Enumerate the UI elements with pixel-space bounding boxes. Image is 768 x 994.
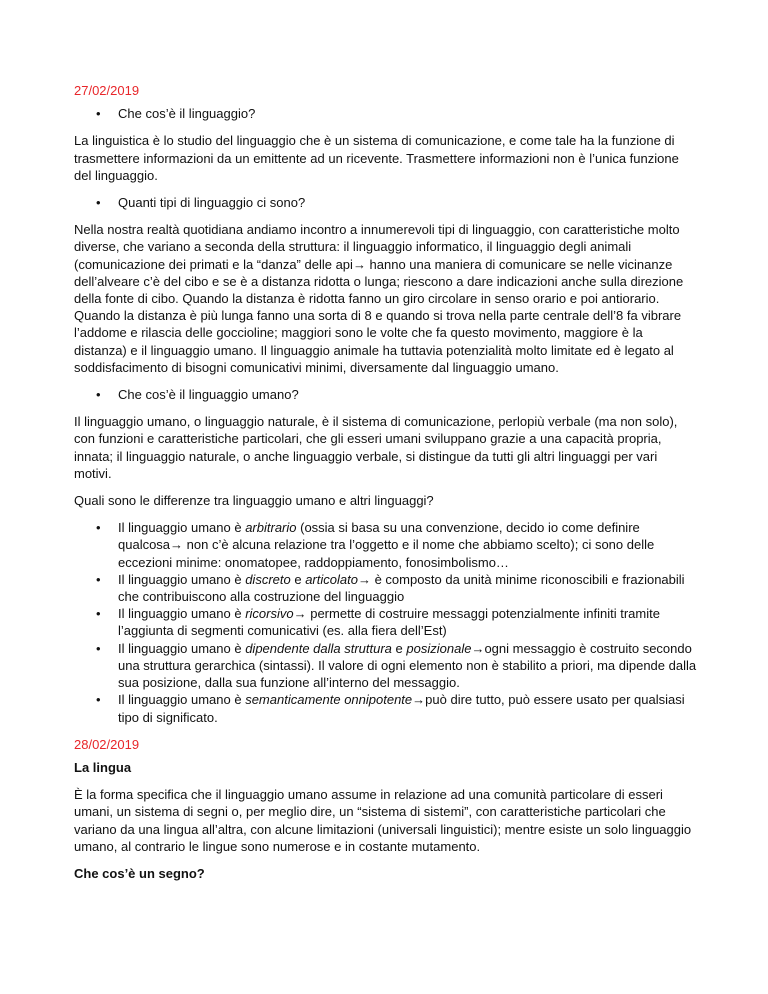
bullet-icon: • xyxy=(96,692,101,708)
term: ricorsivo xyxy=(245,606,294,622)
arrow-icon: → xyxy=(357,571,371,587)
text-run: (ossia si basa su una convenzione, decido io come definire qualcosa xyxy=(118,520,640,553)
term: dipendente dalla struttura xyxy=(245,640,392,656)
text-run: permette di costruire messaggi potenzialmente infiniti tramite l’aggiunta di segmenti comunicativi (es. alla fiera dell’Est) xyxy=(118,606,660,639)
text-run: Il linguaggio umano è xyxy=(118,520,246,536)
text-run: Il linguaggio umano è xyxy=(118,640,246,656)
bullet-icon: • xyxy=(96,387,101,403)
list-item xyxy=(74,605,698,639)
section-heading: Che cos’è un segno? xyxy=(74,865,205,881)
bullet-icon: • xyxy=(96,640,101,656)
text-run: Nella nostra realtà quotidiana andiamo incontro a innumerevoli tipi di linguaggio, con caratteristiche molto diverse, che variano a seconda della struttura: il linguaggio informatico, il linguaggio degli animali (comunicazione dei primati e la “danza” delle api xyxy=(74,222,680,272)
text-run: e xyxy=(391,640,407,656)
term: semanticamente onnipotente xyxy=(245,692,413,708)
arrow-icon: → xyxy=(352,256,366,272)
arrow-icon: → xyxy=(412,692,426,708)
paragraph xyxy=(74,221,698,376)
text-run: può dire tutto, può essere usato per qualsiasi tipo di significato. xyxy=(118,692,685,725)
arrow-icon: → xyxy=(471,640,485,656)
differences-list xyxy=(74,519,698,725)
text-run: è composto da unità minime riconoscibili e frazionabili che contribuiscono alla costruzione del linguaggio xyxy=(118,571,685,605)
date-heading: 27/02/2019 xyxy=(74,83,140,98)
arrow-icon: → xyxy=(293,606,307,622)
list-item xyxy=(74,691,698,725)
bullet-icon: • xyxy=(96,571,101,587)
paragraph: La linguistica è lo studio del linguaggio che è un sistema di comunicazione, e come tale ha la funzione di trasmettere informazioni da un emittente ad un ricevente. Trasmettere informazioni non è l’unica funzione del linguaggio. xyxy=(74,133,679,183)
list-item xyxy=(74,519,698,571)
text-run: ogni messaggio è costruito secondo una struttura gerarchica (sintassi). Il valore di ogni elemento non è stabilito a priori, ma dipende dalla sua posizione, dalla sua funzione all’interno del messaggio. xyxy=(118,640,697,691)
bullet-icon: • xyxy=(96,106,101,122)
term: posizionale xyxy=(406,640,472,656)
list-item xyxy=(74,640,698,692)
term: arbitrario xyxy=(245,520,297,536)
bullet-icon: • xyxy=(96,195,101,211)
question-text: Che cos’è il linguaggio? xyxy=(118,106,256,122)
text-run: Il linguaggio umano è xyxy=(118,571,246,587)
question-bullet xyxy=(74,386,698,403)
text-run: e xyxy=(290,571,306,587)
paragraph: Il linguaggio umano, o linguaggio naturale, è il sistema di comunicazione, perlopiù verbale (ma non solo), con funzioni e caratteristiche particolari, che gli esseri umani sviluppano grazie a una capacità propria, innata; il linguaggio naturale, o anche linguaggio verbale, si distingue da tutti gli altri linguaggi per vari motivi. xyxy=(74,414,678,481)
question-bullet xyxy=(74,105,698,122)
term: discreto xyxy=(245,571,291,587)
text-run: Il linguaggio umano è xyxy=(118,606,246,622)
question-text: Quanti tipi di linguaggio ci sono? xyxy=(118,195,306,211)
bullet-icon: • xyxy=(96,520,101,536)
list-item xyxy=(74,571,698,605)
text-run: non c’è alcuna relazione tra l’oggetto e il nome che abbiamo scelto); ci sono delle eccezioni minime: onomatopee, raddoppiamento, fonosimbolismo… xyxy=(118,537,655,570)
text-run: hanno una maniera di comunicare se nelle vicinanze dell’alveare c’è del cibo e se è a distanza ridotta o lunga; riescono a dare indicazioni anche sulla direzione della fonte di cibo. Quando la distanza è ridotta fanno un giro circolare in senso orario e poi antiorario. Quando la distanza è più lunga fanno una sorta di 8 e quando si trova nella parte centrale dell’8 fa vibrare l’addome e rilascia delle goccioline; maggiori sono le volte che fa questo movimento, maggiore è la distanza) e il linguaggio umano. Il linguaggio animale ha tuttavia potenzialità molto limitate ed è legato al soddisfacimento di bisogni comunicativi minimi, diversamente dal linguaggio umano. xyxy=(74,256,684,375)
question-text: Che cos’è il linguaggio umano? xyxy=(118,387,299,403)
paragraph: È la forma specifica che il linguaggio umano assume in relazione ad una comunità particolare di esseri umani, un sistema di segni o, per meglio dire, un “sistema di sistemi”, con caratteristiche particolari che variano da una lingua all’altra, con alcune limitazioni (universali linguistici); mentre esiste un solo linguaggio umano, al contrario le lingue sono numerose e in costante mutamento. xyxy=(74,787,692,854)
paragraph: Quali sono le differenze tra linguaggio umano e altri linguaggi? xyxy=(74,493,434,509)
arrow-icon: → xyxy=(170,537,184,553)
bullet-icon: • xyxy=(96,606,101,622)
question-bullet xyxy=(74,194,698,211)
section-heading: La lingua xyxy=(74,759,132,775)
term: articolato xyxy=(305,571,358,587)
text-run: Il linguaggio umano è xyxy=(118,692,246,708)
date-heading: 28/02/2019 xyxy=(74,736,140,752)
